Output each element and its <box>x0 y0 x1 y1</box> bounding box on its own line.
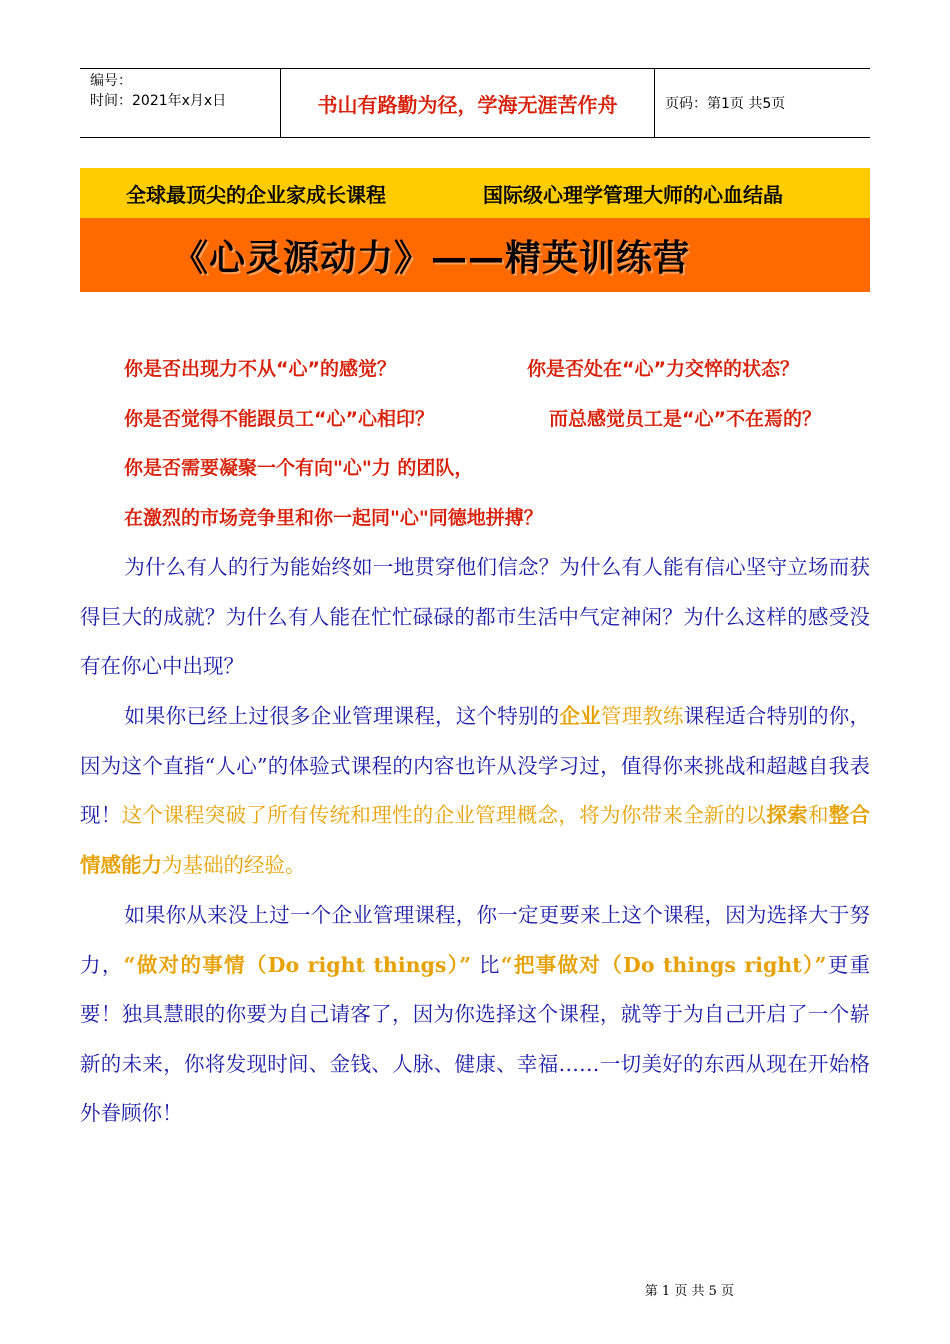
p3-compare: 比 <box>471 952 501 977</box>
tagline-banner <box>80 168 870 218</box>
p2-text-1: 如果你已经上过很多企业管理课程，这个特别的 <box>124 704 560 728</box>
paragraph-1-text: 为什么有人的行为能始终如一地贯穿他们信念？为什么有人能有信心坚守立场而获得巨大的成就？为什么有人能在忙忙碌碌的都市生活中气定神闲？为什么这样的感受没有在你心中出现？ <box>80 555 870 678</box>
page-footer <box>0 1280 950 1299</box>
header-meta-cell <box>80 69 281 137</box>
p2-highlight-coach: 管理教练 <box>600 704 684 728</box>
question-2: 你是否处在“心”力交悴的状态？ <box>527 358 799 380</box>
p3-text-1: 如果你从来没上过一个企业管理课程，你一定更要来上这个课程，因为选择大于努力， <box>80 903 870 977</box>
p3-highlight-do-right-things: “做对的事情（Do right things）” <box>123 952 472 977</box>
serial-label: 编号： <box>90 73 132 89</box>
question-1: 你是否出现力不从“心”的感觉？ <box>124 358 396 380</box>
document-header-table <box>80 68 870 138</box>
p2-highlight-explore: 探索 <box>766 803 808 827</box>
header-page-info: 页码：第1页 共5页 <box>665 96 786 112</box>
tagline-right: 国际级心理学管理大师的心血结晶 <box>483 182 783 207</box>
time-label: 时间：2021年x月x日 <box>90 93 227 109</box>
question-6: 在激烈的市场竞争里和你一起同"心"同德地拼搏？ <box>124 507 543 529</box>
p2-highlight-emotion: 整合情感能力 <box>80 803 871 877</box>
paragraph-1 <box>80 543 870 692</box>
p2-highlight-enterprise: 企业 <box>559 704 601 728</box>
question-3: 你是否觉得不能跟员工“心”心相印？ <box>124 408 434 430</box>
footer-page-number: 第 1 页 共 5 页 <box>644 1284 734 1299</box>
p3-highlight-do-things-right: “把事做对（Do things right）” <box>500 952 827 977</box>
question-4: 而总感觉员工是“心”不在焉的？ <box>549 408 821 430</box>
p3-text-2: 更重要！独具慧眼的你要为自己请客了，因为你选择这个课程，就等于为自己开启了一个崭新的未来，你将发现时间、金钱、人脉、健康、幸福……一切美好的东西从现在开始格外眷顾你！ <box>80 952 871 1125</box>
title-banner <box>80 218 870 292</box>
p2-and: 和 <box>807 803 829 827</box>
tagline-left: 全球最顶尖的企业家成长课程 <box>126 182 386 207</box>
paragraph-3 <box>80 891 870 1139</box>
paragraph-2 <box>80 692 870 890</box>
p2-gold-text: 这个课程突破了所有传统和理性的企业管理概念，将为你带来全新的以 <box>121 803 767 827</box>
p2-text-2: 课程适合特别的你，因为这个直指“人心”的体验式课程的内容也许从没学习过，值得你来挑战和超越自我表现！ <box>80 704 871 827</box>
document-title: 《心灵源动力》——精英训练营 <box>172 237 691 279</box>
header-motto: 书山有路勤为径，学海无涯苦作舟 <box>281 69 655 137</box>
question-5: 你是否需要凝聚一个有向"心"力 的团队， <box>124 457 474 479</box>
p2-gold-end: 为基础的经验。 <box>162 852 306 877</box>
